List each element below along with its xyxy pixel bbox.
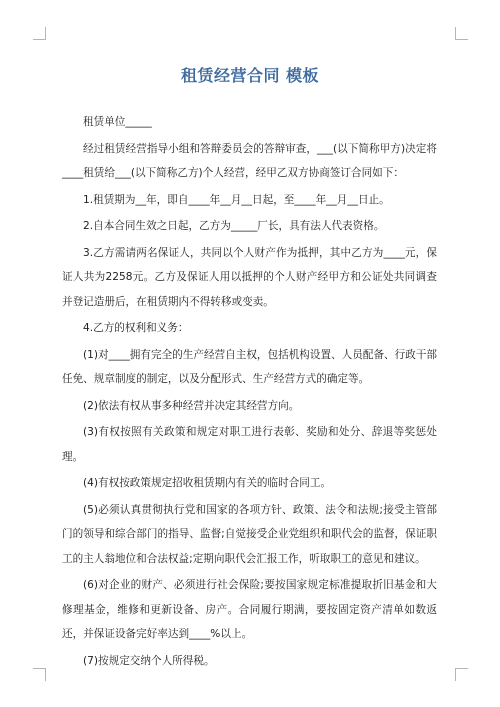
paragraph-item-5: (5)必须认真贯彻执行党和国家的各项方针、政策、法令和法规;接受主管部门的领导和综合部门的指导、监督;自觉接受企业党组织和职代会的监督，保证职工的主人翁地位和合法权益;定期向职代会汇报工作，听取职工的意见和建议。 xyxy=(62,503,437,565)
paragraph-item-2: (2)依法有权从事多种经营并决定其经营方向。 xyxy=(83,399,300,412)
paragraph-clause-2: 2.自本合同生效之日起，乙方为_____厂长，具有法人代表资格。 xyxy=(83,220,385,232)
paragraph-preamble: 经过租赁经营指导小组和答辩委员会的答辩审查，___(以下简称甲方)决定将____租赁给___(以下简称乙方)个人经营，经甲乙双方协商签订合同如下： xyxy=(62,142,437,179)
paragraph-clause-3: 3.乙方需请两名保证人，共同以个人财产作为抵押，其中乙方为____元，保证人共为2258元。乙方及保证人用以抵押的个人财产经甲方和公证处共同调查并登记造册后，在租赁期内不得转移或变卖。 xyxy=(62,246,437,308)
paragraph-item-4: (4)有权按政策规定招收租赁期内有关的临时合同工。 xyxy=(83,477,332,489)
document-title: 租赁经营合同 模板 xyxy=(180,66,320,85)
paragraph-lessee-unit: 租赁单位_____ xyxy=(83,116,152,128)
crop-mark-bottom-right xyxy=(455,668,468,681)
crop-mark-top-left xyxy=(33,27,46,40)
paragraph-clause-4: 4.乙方的权利和义务： xyxy=(83,322,189,334)
paragraph-item-1: (1)对____拥有完全的生产经营自主权，包括机构设置、人员配备、行政干部任免、规章制度的制定，以及分配形式、生产经营方式的确定等。 xyxy=(62,348,438,385)
document-body xyxy=(62,110,437,673)
crop-mark-top-right xyxy=(455,27,468,40)
paragraph-item-7: (7)按规定交纳个人所得税。 xyxy=(83,654,215,667)
paragraph-clause-1: 1.租赁期为__年，即自____年__月__日起，至____年__月__日止。 xyxy=(83,193,390,206)
paragraph-item-3: (3)有权按照有关政策和规定对职工进行表彰、奖励和处分、辞退等奖惩处理。 xyxy=(62,426,437,463)
paragraph-item-6: (6)对企业的财产、必须进行社会保险;要按国家规定标准提取折旧基金和大修理基金，维修和更新设备、房产。合同履行期满，要按固定资产清单如数返还，并保证设备完好率达到____%以上。 xyxy=(62,579,437,640)
crop-mark-bottom-left xyxy=(33,668,46,681)
